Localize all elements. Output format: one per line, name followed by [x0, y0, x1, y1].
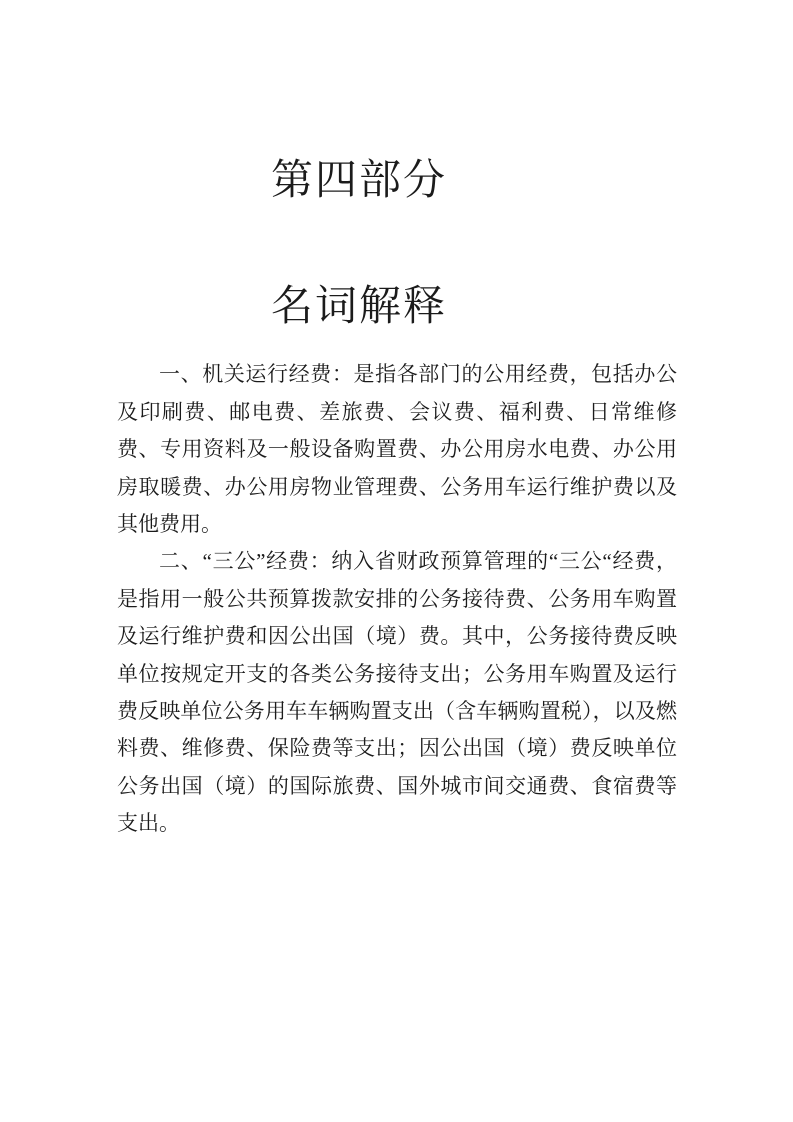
paragraph-three-public-expenses: 二、“三公”经费：纳入省财政预算管理的“三公“经费，是指用一般公共预算拨款安排的公务接待费、公务用车购置及运行维护费和因公出国（境）费。其中，公务接待费反映单位按规定开支的各类公务接待支出；公务用车购置及运行费反映单位公务用车车辆购置支出（含车辆购置税），以及燃料费、维修费、保险费等支出；因公出国（境）费反映单位公务出国（境）的国际旅费、国外城市间交通费、食宿费等支出。	[117, 549, 677, 836]
section-subtitle: 名词解释	[270, 284, 447, 331]
title-block	[0, 0, 718, 330]
body-text	[117, 356, 677, 842]
section-title: 第四部分	[270, 158, 447, 204]
paragraph-organ-operating-expenses: 一、机关运行经费：是指各部门的公用经费，包括办公及印刷费、邮电费、差旅费、会议费、福利费、日常维修费、专用资料及一般设备购置费、办公用房水电费、办公用房取暖费、办公用房物业管理费、公务用车运行维护费以及其他费用。	[117, 362, 677, 536]
